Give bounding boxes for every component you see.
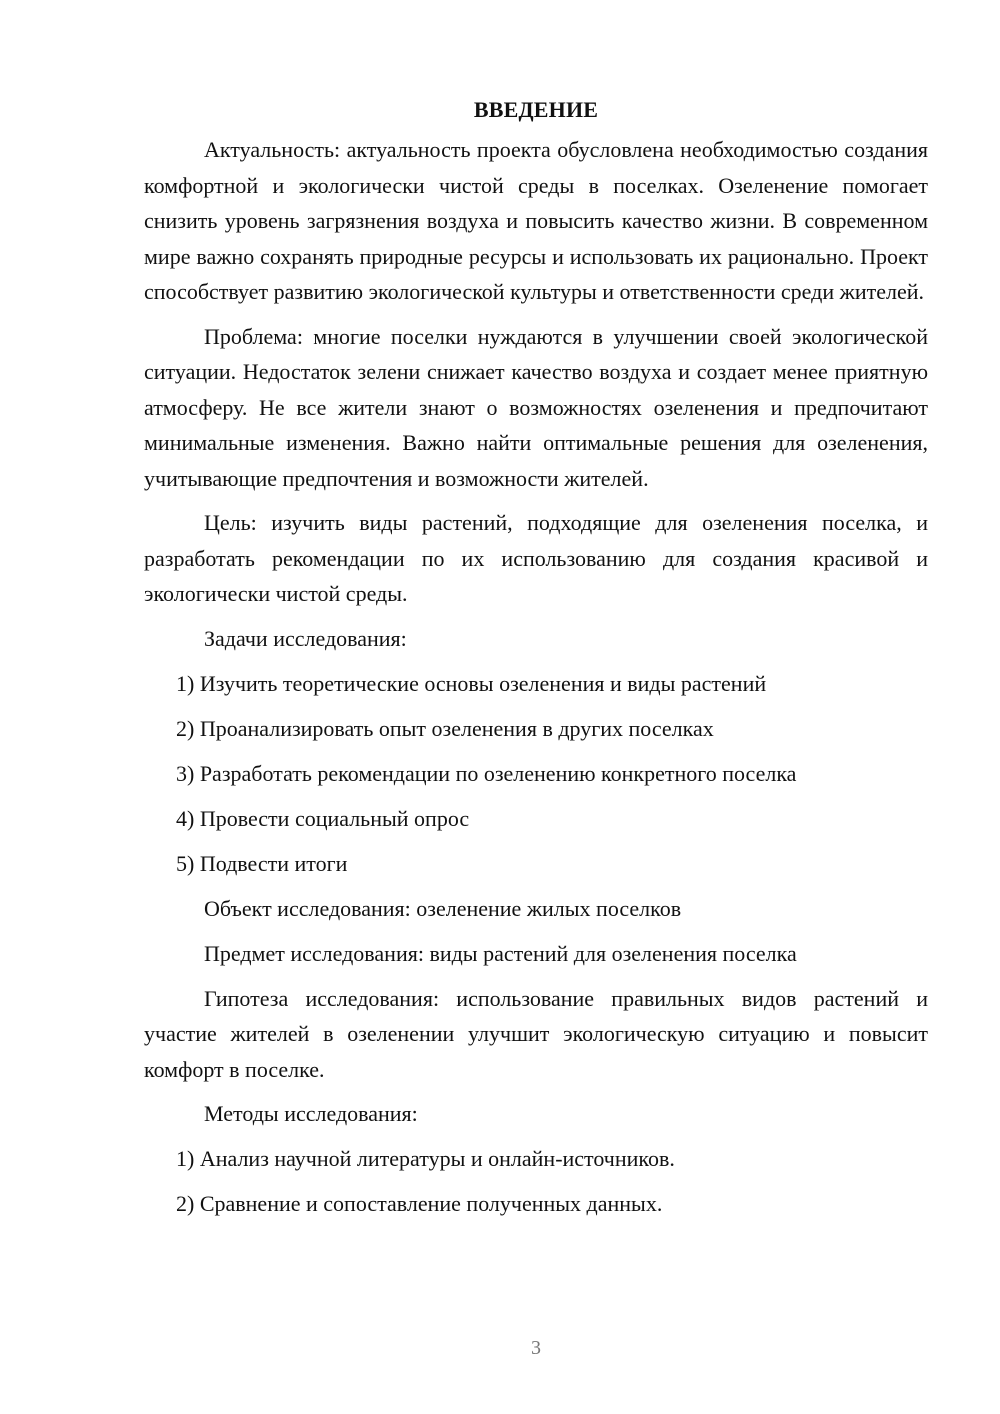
page-number: 3: [531, 1337, 541, 1359]
goal-paragraph: Цель: изучить виды растений, подходящие для озеленения поселка, и разработать рекомендации по их использованию для создания красивой и экологически чистой среды.: [144, 510, 928, 606]
methods-heading: Методы исследования:: [204, 1101, 418, 1126]
hypothesis-paragraph: Гипотеза исследования: использование правильных видов растений и участие жителей в озеленении улучшит экологическую ситуацию и повысит комфорт в поселке.: [144, 985, 928, 1082]
section-title: ВВЕДЕНИЕ: [473, 97, 599, 122]
problem-paragraph: Проблема: многие поселки нуждаются в улучшении своей экологической ситуации. Недостаток зелени снижает качество воздуха и создает менее приятную атмосферу. Не все жители знают о возможностях озеленения и предпочитают минимальные изменения. Важно найти оптимальные решения для озеленения, учитывающие предпочтения и возможности жителей.: [144, 323, 928, 491]
list-item: 1) Изучить теоретические основы озеленения и виды растений: [176, 670, 767, 696]
relevance-paragraph: Актуальность: актуальность проекта обусловлена необходимостью создания комфортной и экологически чистой среды в поселках. Озеленение помогает снизить уровень загрязнения воздуха и повысить качество жизни. В современном мире важно сохранять природные ресурсы и использовать их рационально. Проект способствует развитию экологической культуры и ответственности среди жителей.: [144, 137, 928, 304]
tasks-list: [144, 666, 928, 882]
methods-list: [144, 1141, 928, 1222]
list-item: 1) Анализ научной литературы и онлайн-источников.: [176, 1146, 675, 1171]
tasks-heading: Задачи исследования:: [204, 625, 407, 651]
list-item: 2) Сравнение и сопоставление полученных данных.: [176, 1191, 663, 1216]
subject-line: Предмет исследования: виды растений для озеленения поселка: [204, 940, 797, 966]
list-item: 4) Провести социальный опрос: [176, 805, 470, 831]
list-item: 3) Разработать рекомендации по озеленению конкретного поселка: [176, 760, 797, 786]
list-item: 2) Проанализировать опыт озеленения в других поселках: [176, 715, 714, 741]
object-line: Объект исследования: озеленение жилых поселков: [204, 895, 682, 921]
list-item: 5) Подвести итоги: [176, 850, 348, 876]
page-content: [144, 92, 928, 1231]
